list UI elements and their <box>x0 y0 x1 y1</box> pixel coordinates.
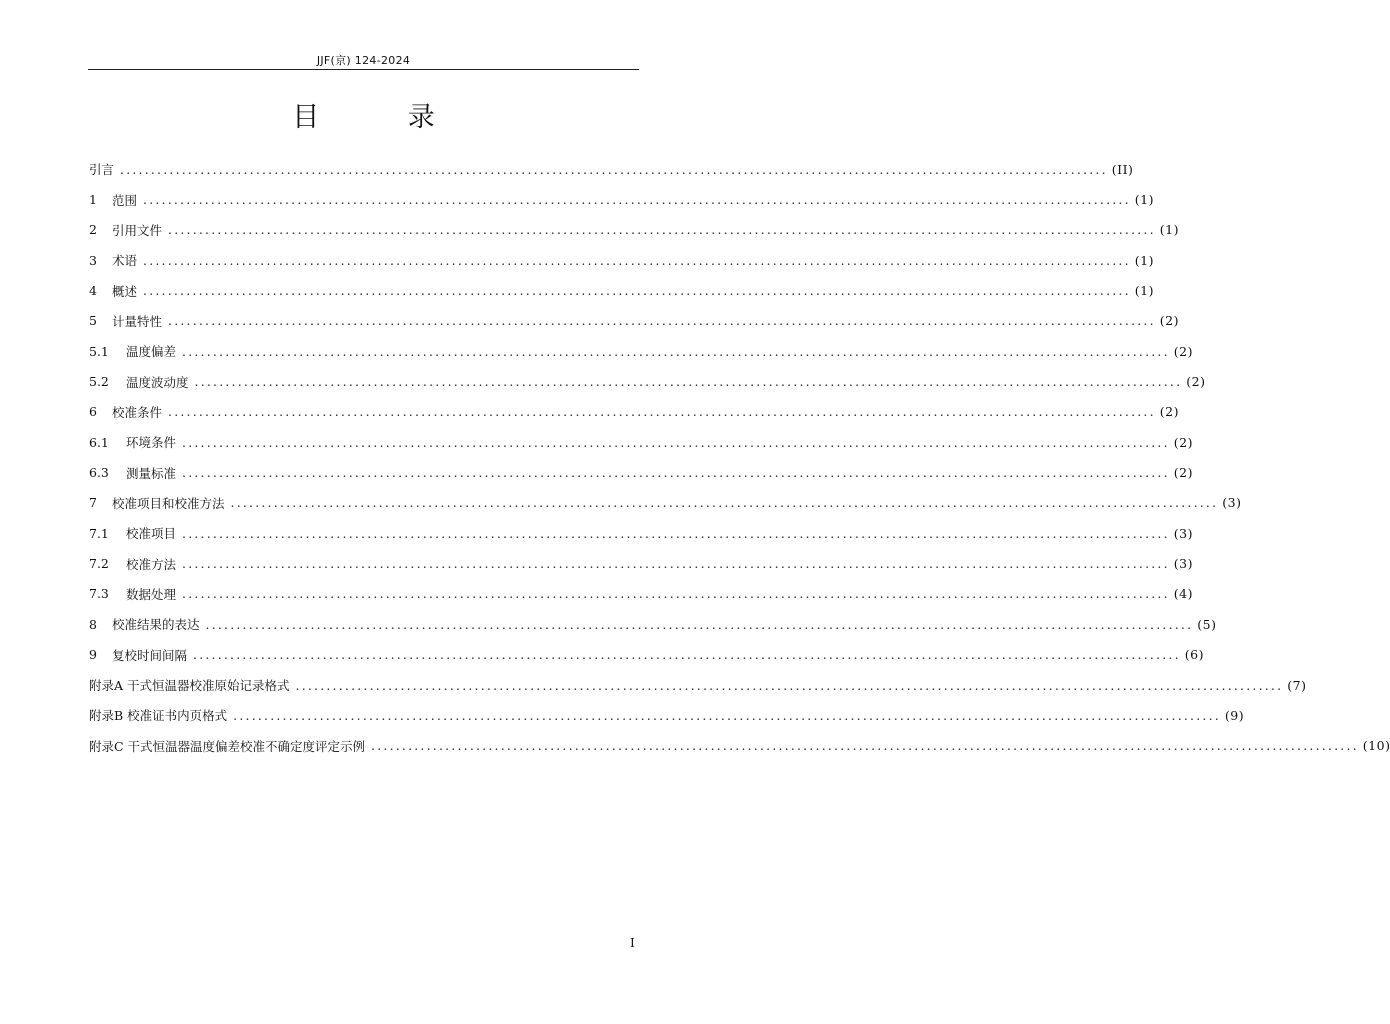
toc-entry[interactable] <box>89 457 1193 487</box>
toc-entry[interactable] <box>89 154 1134 184</box>
toc-entry-number: 7 <box>89 495 97 511</box>
toc-entry-number: 4 <box>89 283 97 299</box>
toc-entry-number: 1 <box>89 192 97 208</box>
toc-dot-leader: ................................................................................................................................................................ <box>182 556 1170 572</box>
toc-entry-page: (2) <box>1186 374 1206 390</box>
toc-entry[interactable] <box>89 609 1217 639</box>
toc-entry-page: (1) <box>1134 283 1154 299</box>
toc-entry-label: 术语 <box>112 253 138 269</box>
toc-dot-leader: ................................................................................................................................................................ <box>230 495 1219 511</box>
toc-entry-number: 6.1 <box>89 434 109 450</box>
toc-entry-label: 数据处理 <box>126 586 177 602</box>
toc-entry-label: 校准结果的表达 <box>112 617 200 633</box>
toc-dot-leader: ................................................................................................................................................................ <box>182 434 1170 450</box>
toc-dot-leader: ................................................................................................................................................................ <box>182 586 1170 602</box>
toc-entry[interactable] <box>89 548 1193 578</box>
toc-entry[interactable] <box>89 275 1154 305</box>
toc-entry-label: 温度偏差 <box>126 344 177 360</box>
toc-entry-label: 附录B 校准证书内页格式 <box>89 708 228 724</box>
toc-entry[interactable] <box>89 366 1206 396</box>
toc-entry-number: 7.1 <box>89 525 109 541</box>
toc-entry[interactable] <box>89 640 1204 670</box>
toc-entry-label: 校准项目 <box>126 526 177 542</box>
standard-code: JJF(京) 124-2024 <box>316 54 411 67</box>
toc-entry[interactable] <box>89 336 1193 366</box>
toc-entry-label: 复校时间间隔 <box>112 647 188 663</box>
toc-dot-leader: ................................................................................................................................................................ <box>371 738 1359 754</box>
toc-dot-leader: ................................................................................................................................................................ <box>182 343 1170 359</box>
toc-entry-label: 温度波动度 <box>126 374 189 390</box>
toc-entry-label: 范围 <box>112 192 138 208</box>
toc-entry-label: 校准项目和校准方法 <box>112 495 225 511</box>
toc-entry-label: 测量标准 <box>126 465 177 481</box>
toc-entry-page: (7) <box>1287 677 1307 693</box>
toc-entry-number: 5 <box>89 313 97 329</box>
toc-entry-label: 环境条件 <box>126 435 177 451</box>
toc-dot-leader: ................................................................................................................................................................ <box>120 161 1108 177</box>
toc-entry-number: 3 <box>89 252 97 268</box>
toc-dot-leader: ................................................................................................................................................................ <box>182 465 1170 481</box>
toc-entry-page: (1) <box>1159 222 1179 238</box>
toc-entry-number: 2 <box>89 222 97 238</box>
toc-entry-number: 8 <box>89 616 97 632</box>
toc-dot-leader: ................................................................................................................................................................ <box>168 404 1156 420</box>
toc-entry-page: (10) <box>1362 738 1390 754</box>
toc-entry[interactable] <box>89 427 1193 457</box>
toc-entry-page: (4) <box>1173 586 1193 602</box>
toc-dot-leader: ................................................................................................................................................................ <box>233 707 1221 723</box>
toc-entry[interactable] <box>89 700 1245 730</box>
page-number: I <box>630 936 635 950</box>
toc-entry-page: (3) <box>1173 525 1193 541</box>
toc-entry[interactable] <box>89 184 1154 214</box>
toc-entry-number: 6.3 <box>89 465 109 481</box>
toc-entry-label: 校准条件 <box>112 404 163 420</box>
toc-entry-page: (9) <box>1224 707 1245 723</box>
toc-entry[interactable] <box>89 306 1179 336</box>
table-of-contents <box>89 154 1390 761</box>
toc-dot-leader: ................................................................................................................................................................ <box>193 647 1181 663</box>
toc-entry-page: (II) <box>1111 161 1134 177</box>
toc-dot-leader: ................................................................................................................................................................ <box>182 525 1170 541</box>
toc-entry[interactable] <box>89 670 1307 700</box>
toc-entry-label: 校准方法 <box>126 556 177 572</box>
toc-entry[interactable] <box>89 579 1193 609</box>
toc-dot-leader: ................................................................................................................................................................ <box>168 222 1156 238</box>
toc-entry-page: (1) <box>1134 192 1154 208</box>
toc-entry-number: 9 <box>89 647 97 663</box>
toc-entry-page: (2) <box>1173 465 1193 481</box>
toc-entry-page: (2) <box>1173 434 1193 450</box>
toc-entry-number: 5.1 <box>89 343 109 359</box>
toc-entry[interactable] <box>89 488 1242 518</box>
toc-entry-label: 计量特性 <box>112 313 163 329</box>
toc-entry-number: 5.2 <box>89 374 109 390</box>
toc-entry[interactable] <box>89 731 1390 761</box>
toc-entry-label: 附录A 干式恒温器校准原始记录格式 <box>89 678 290 694</box>
toc-entry-page: (5) <box>1197 616 1217 632</box>
toc-entry-page: (3) <box>1222 495 1242 511</box>
toc-entry-number: 7.2 <box>89 556 109 572</box>
document-header <box>88 52 639 68</box>
toc-entry[interactable] <box>89 518 1193 548</box>
toc-entry-page: (3) <box>1173 556 1193 572</box>
toc-dot-leader: ................................................................................................................................................................ <box>143 192 1131 208</box>
toc-entry[interactable] <box>89 215 1179 245</box>
toc-title: 目 录 <box>292 102 475 133</box>
toc-entry[interactable] <box>89 397 1179 427</box>
toc-entry-number: 7.3 <box>89 586 109 602</box>
toc-entry[interactable] <box>89 245 1154 275</box>
toc-dot-leader: ................................................................................................................................................................ <box>205 616 1194 632</box>
toc-entry-page: (2) <box>1173 343 1193 359</box>
toc-entry-page: (2) <box>1159 404 1179 420</box>
toc-entry-label: 概述 <box>112 283 138 299</box>
toc-entry-label: 引用文件 <box>112 222 163 238</box>
toc-entry-number: 6 <box>89 404 97 420</box>
toc-dot-leader: ................................................................................................................................................................ <box>194 374 1183 390</box>
toc-entry-page: (1) <box>1134 252 1154 268</box>
toc-dot-leader: ................................................................................................................................................................ <box>168 313 1156 329</box>
toc-entry-page: (2) <box>1159 313 1179 329</box>
toc-dot-leader: ................................................................................................................................................................ <box>143 252 1131 268</box>
toc-dot-leader: ................................................................................................................................................................ <box>143 283 1131 299</box>
toc-entry-label: 附录C 干式恒温器温度偏差校准不确定度评定示例 <box>89 738 366 754</box>
toc-entry-label: 引言 <box>89 162 115 178</box>
toc-dot-leader: ................................................................................................................................................................ <box>295 677 1284 693</box>
toc-entry-page: (6) <box>1184 647 1204 663</box>
header-divider <box>88 69 639 70</box>
